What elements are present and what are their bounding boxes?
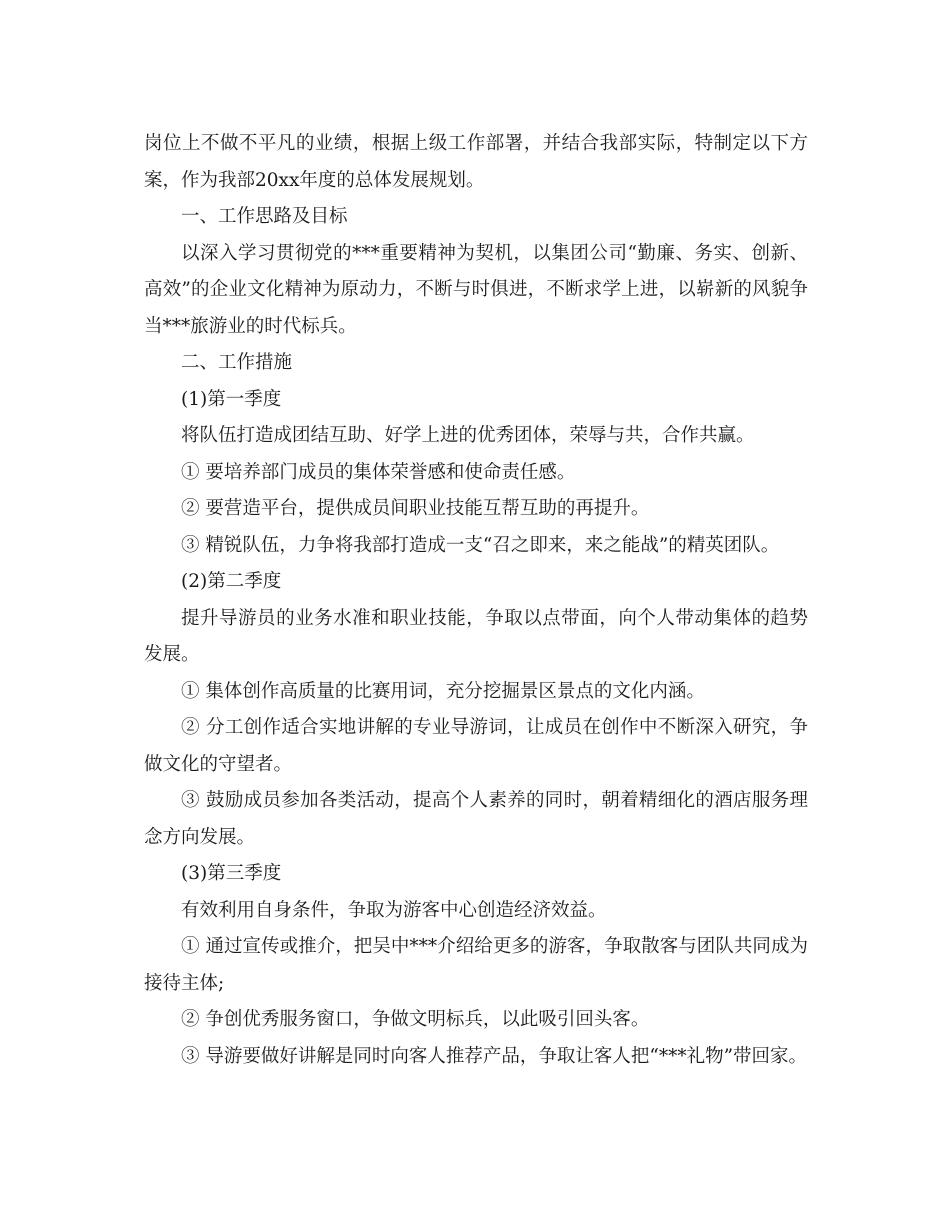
list-item-q2-1: ① 集体创作高质量的比赛用词，充分挖掘景区景点的文化内涵。 xyxy=(181,680,705,702)
paragraph-q1-summary: 将队伍打造成团结互助、好学上进的优秀团体，荣辱与共，合作共赢。 xyxy=(181,425,755,446)
list-item-q1-1: ① 要培养部门成员的集体荣誉感和使命责任感。 xyxy=(181,461,576,483)
list-item-q3-1: ① 通过宣传或推介，把吴中***介绍给更多的游客，争取散客与团队共同成为接待主体; xyxy=(144,936,808,994)
list-item-q1-2: ② 要营造平台，提供成员间职业技能互帮互助的再提升。 xyxy=(181,498,650,519)
subheading-q1: (1)第一季度 xyxy=(181,388,282,410)
paragraph-q2-summary: 提升导游员的业务水准和职业技能，争取以点带面，向个人带动集体的趋势发展。 xyxy=(144,607,808,665)
section-heading-goals: 一、工作思路及目标 xyxy=(181,206,348,227)
list-item-q1-3: ③ 精锐队伍，力争将我部打造成一支“召之即来，来之能战”的精英团队。 xyxy=(181,534,780,556)
list-item-q2-2: ② 分工创作适合实地讲解的专业导游词，让成员在创作中不断深入研究，争做文化的守望者。 xyxy=(144,717,808,775)
subheading-q2: (2)第二季度 xyxy=(181,571,282,592)
list-item-q3-2: ② 争创优秀服务窗口，争做文明标兵，以此吸引回头客。 xyxy=(181,1009,650,1030)
list-item-q2-3: ③ 鼓励成员参加各类活动，提高个人素养的同时，朝着精细化的酒店服务理念方向发展。 xyxy=(144,790,808,848)
subheading-q3: (3)第三季度 xyxy=(181,863,282,884)
paragraph-intro-continuation: 岗位上不做不平凡的业绩，根据上级工作部署，并结合我部实际，特制定以下方案，作为我部20xx年度的总体发展规划。 xyxy=(144,133,808,191)
section-heading-measures: 二、工作措施 xyxy=(181,352,293,373)
document-body xyxy=(144,126,808,1075)
list-item-q3-3: ③ 导游要做好讲解是同时向客人推荐产品，争取让客人把“***礼物”带回家。 xyxy=(181,1045,808,1067)
paragraph-q3-summary: 有效利用自身条件，争取为游客中心创造经济效益。 xyxy=(181,899,607,921)
paragraph-goals: 以深入学习贯彻党的***重要精神为契机，以集团公司“勤廉、务实、创新、高效”的企业文化精神为原动力，不断与时俱进，不断求学上进，以崭新的风貌争当***旅游业的时代标兵。 xyxy=(144,242,808,337)
